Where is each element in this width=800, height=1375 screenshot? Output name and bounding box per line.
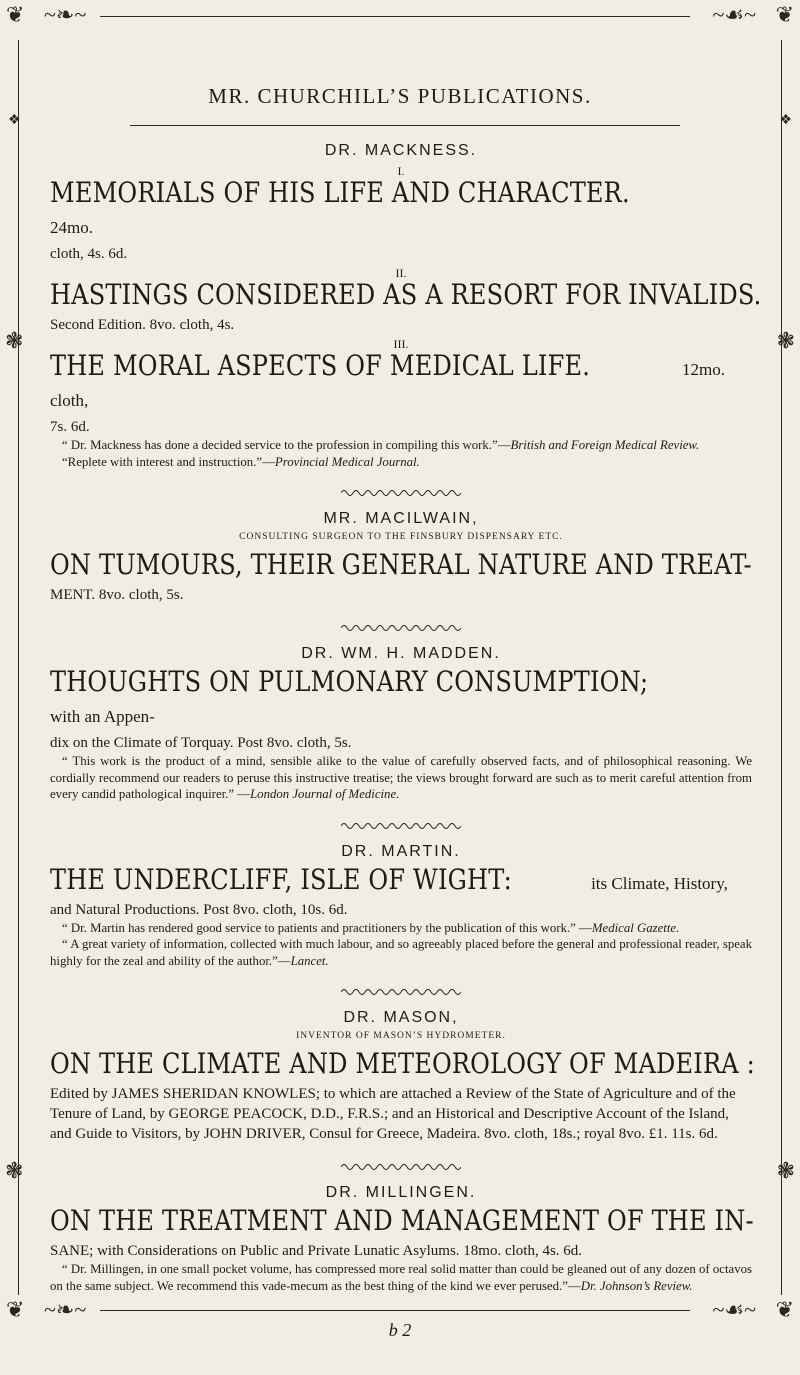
book-format: with an Appen-: [50, 707, 155, 726]
book-details: cloth, 4s. 6d.: [50, 246, 128, 262]
book-title: HASTINGS CONSIDERED AS A RESORT FOR INVALIDS.: [50, 278, 762, 311]
review-quote: [50, 753, 752, 803]
book-details: Second Edition. 8vo. cloth, 4s.: [50, 317, 235, 333]
book-title-line: [50, 1206, 752, 1241]
border-right-rule: [781, 40, 782, 1295]
book-numeral: I.: [397, 164, 405, 178]
book-details: dix on the Climate of Torquay. Post 8vo. cloth, 5s.: [50, 735, 352, 751]
quote-text: “ Dr. Millingen, in one small pocket volume, has compressed more real solid matter than could be gleaned out of any dozen of octavos on the same subject. We recommend this vade-mecum as the best thing of the kind we ever perused.”—: [50, 1262, 752, 1293]
book-title: MEMORIALS OF HIS LIFE AND CHARACTER.: [50, 176, 630, 209]
page-header: MR. CHURCHILL’S PUBLICATIONS.: [208, 84, 592, 108]
book-title-line: [50, 550, 752, 585]
book-title: THE MORAL ASPECTS OF MEDICAL LIFE.: [50, 349, 591, 382]
author-section: [50, 1009, 755, 1144]
section-divider: [50, 821, 752, 835]
quote-text: “Replete with interest and instruction.”—: [62, 454, 275, 469]
review-quote: [50, 920, 752, 937]
scroll-ornament-icon: ~❧~: [44, 1297, 87, 1322]
book-title: ON TUMOURS, THEIR GENERAL NATURE AND TREAT-: [50, 548, 752, 581]
catalogue: [50, 142, 762, 1312]
review-quote: [50, 454, 752, 471]
quote-source: Medical Gazette.: [591, 920, 680, 935]
quote-source: British and Foreign Medical Review.: [510, 438, 700, 452]
border-top-rule: [100, 16, 690, 17]
quote-source: Dr. Johnson’s Review.: [580, 1278, 693, 1293]
scroll-ornament-icon: ~❧~: [44, 2, 87, 27]
wavy-divider-icon: [341, 987, 461, 997]
book-format: 24mo.: [50, 218, 93, 237]
corner-ornament-icon: ❦: [775, 1297, 794, 1322]
border-left-rule: [18, 40, 19, 1295]
side-ornament-icon: ❃: [5, 1158, 24, 1183]
book-numeral: II.: [395, 266, 407, 280]
quote-text: “ This work is the product of a mind, sensible alike to the value of carefully observed facts, and of philosophical reasoning. We cordially recommend our readers to peruse this instructive treatise; the views brought forward are such as to merit careful attention from every candid pathological inquirer.” —: [50, 754, 752, 801]
section-divider: [50, 488, 752, 502]
review-quote: [50, 936, 752, 969]
quote-source: London Journal of Medicine.: [250, 787, 400, 801]
quote-text: “ A great variety of information, collected with much labour, and so agreeably placed before the general and professional reader, speak highly for the zeal and ability of the author.”—: [50, 937, 752, 968]
wavy-divider-icon: [341, 821, 461, 831]
book-details: SANE; with Considerations on Public and Private Lunatic Asylums. 18mo. cloth, 4s. 6d.: [50, 1243, 583, 1259]
book-details: Edited by JAMES SHERIDAN KNOWLES; to which are attached a Review of the State of Agriculture and of the Tenure of Land, by GEORGE PEACOCK, D.D., F.R.S.; and an Historical and Descriptive Account of the Island, and Guide to Visitors, by JOHN DRIVER, Consul for Greece, Madeira. 8vo. cloth, 18s.; royal 8vo. £1. 11s. 6d.: [50, 1086, 736, 1142]
section-divider: [50, 987, 752, 1001]
page-number: b 2: [388, 1320, 412, 1340]
book-title-line: [50, 351, 752, 417]
scroll-ornament-icon: ~☙~: [712, 1297, 756, 1322]
author-name: MR. MACILWAIN,: [323, 510, 479, 527]
author-credential: CONSULTING SURGEON TO THE FINSBURY DISPENSARY ETC.: [239, 532, 563, 542]
book-format: its Climate, History,: [591, 873, 728, 893]
book-title-line: [50, 1047, 755, 1084]
header-rule: [130, 125, 680, 126]
side-ornament-icon: ❖: [8, 113, 21, 128]
author-name: DR. MILLINGEN.: [325, 1184, 477, 1201]
author-name: DR. MASON,: [343, 1009, 459, 1026]
book-title-line: [50, 278, 762, 315]
wavy-divider-icon: [341, 1162, 461, 1172]
book-details: MENT. 8vo. cloth, 5s.: [50, 587, 184, 603]
book-details: 7s. 6d.: [50, 419, 90, 435]
book-title: THE UNDERCLIFF, ISLE OF WIGHT:: [50, 862, 512, 896]
author-name: DR. MARTIN.: [341, 842, 461, 860]
author-section: [50, 1184, 752, 1294]
wavy-divider-icon: [341, 623, 461, 633]
author-section: [50, 142, 762, 470]
side-ornament-icon: ❃: [776, 328, 795, 353]
side-ornament-icon: ❃: [5, 328, 24, 353]
author-credential: INVENTOR OF MASON’S HYDROMETER.: [296, 1031, 506, 1041]
section-divider: [50, 1162, 752, 1176]
book-title: THOUGHTS ON PULMONARY CONSUMPTION;: [50, 665, 649, 698]
wavy-divider-icon: [341, 488, 461, 498]
book-format: 12mo. cloth,: [50, 360, 725, 410]
review-quote: [50, 1261, 752, 1294]
side-ornament-icon: ❃: [776, 1158, 795, 1183]
book-details: and Natural Productions. Post 8vo. cloth, 10s. 6d.: [50, 901, 348, 918]
quote-source: Lancet.: [290, 953, 329, 968]
book-title-line: [50, 178, 752, 244]
corner-ornament-icon: ❦: [775, 2, 794, 27]
author-section: [50, 510, 752, 605]
book-title-line: [50, 862, 752, 900]
book-numeral: III.: [393, 337, 409, 351]
book-title-line: [50, 667, 752, 733]
author-name: DR. WM. H. MADDEN.: [301, 645, 501, 662]
book-title: ON THE CLIMATE AND METEOROLOGY OF MADEIRA :: [50, 1047, 755, 1080]
scroll-ornament-icon: ~☙~: [712, 2, 756, 27]
quote-text: “ Dr. Mackness has done a decided service to the profession in compiling this work.”—: [62, 438, 511, 452]
corner-ornament-icon: ❦: [6, 2, 25, 27]
side-ornament-icon: ❖: [779, 113, 792, 128]
quote-text: “ Dr. Martin has rendered good service to patients and practitioners by the publication of this work.” —: [62, 920, 592, 935]
author-section: [50, 645, 752, 803]
author-section: [50, 843, 752, 970]
corner-ornament-icon: ❦: [6, 1297, 25, 1322]
book-title: ON THE TREATMENT AND MANAGEMENT OF THE IN-: [50, 1204, 754, 1237]
quote-source: Provincial Medical Journal.: [274, 454, 420, 469]
review-quote: [50, 437, 752, 454]
author-name: DR. MACKNESS.: [324, 142, 478, 159]
section-divider: [50, 623, 752, 637]
